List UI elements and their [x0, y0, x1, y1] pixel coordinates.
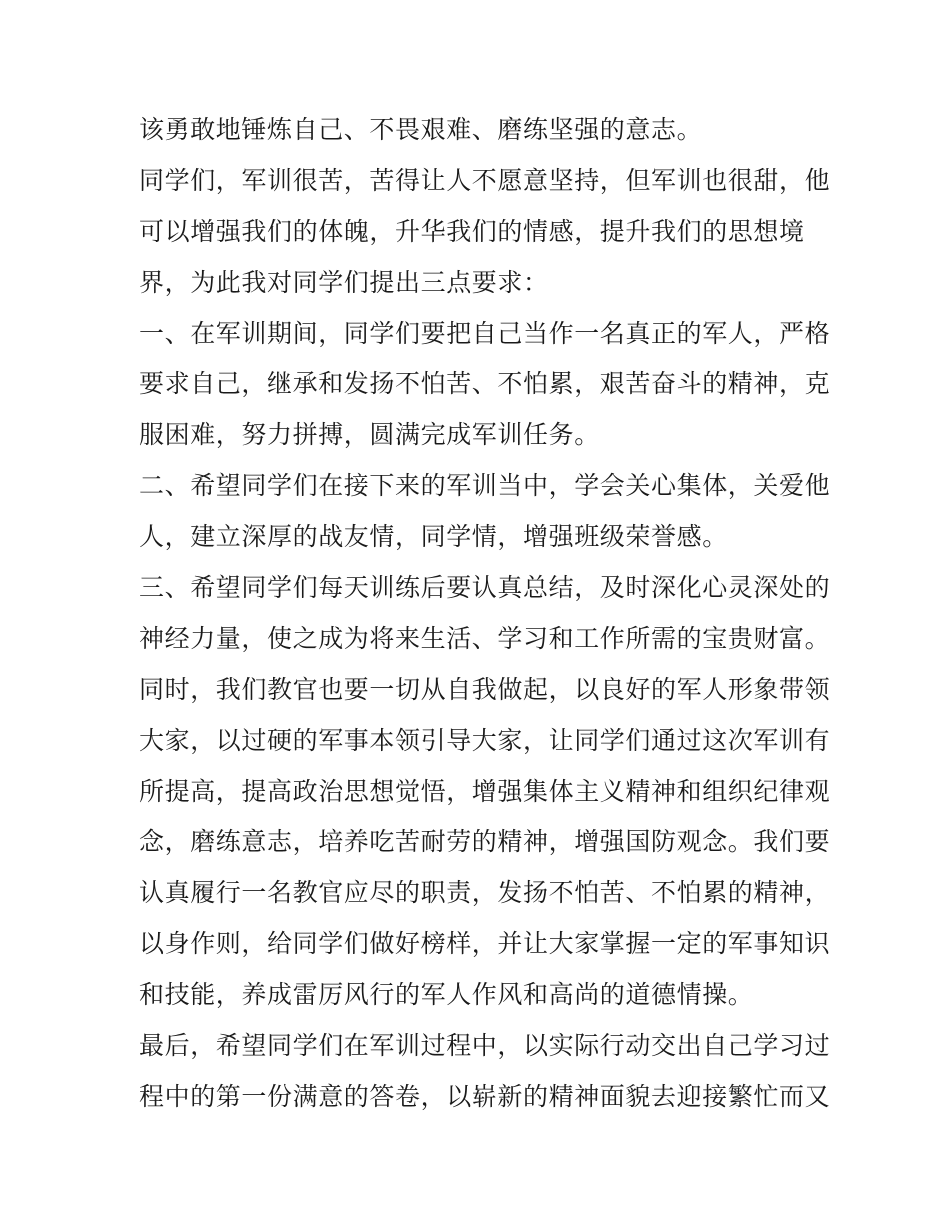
text-line: 以身作则，给同学们做好榜样，并让大家掌握一定的军事知识	[139, 929, 831, 959]
text-line: 所提高，提高政治思想觉悟，增强集体主义精神和组织纪律观	[139, 776, 831, 806]
text-line: 念，磨练意志，培养吃苦耐劳的精神，增强国防观念。我们要	[139, 827, 831, 857]
text-line: 要求自己，继承和发扬不怕苦、不怕累，艰苦奋斗的精神，克	[139, 369, 831, 399]
text-line: 一、在军训期间，同学们要把自己当作一名真正的军人，严格	[139, 318, 831, 348]
text-line: 和技能，养成雷厉风行的军人作风和高尚的道德情操。	[139, 980, 754, 1010]
text-line: 二、希望同学们在接下来的军训当中，学会关心集体，关爱他	[139, 471, 831, 501]
text-line: 该勇敢地锤炼自己、不畏艰难、磨练坚强的意志。	[139, 115, 703, 144]
text-line: 三、希望同学们每天训练后要认真总结，及时深化心灵深处的	[139, 573, 831, 603]
text-line: 程中的第一份满意的答卷，以崭新的精神面貌去迎接繁忙而又	[139, 1081, 831, 1111]
document-body	[139, 105, 831, 1123]
text-line: 可以增强我们的体魄，升华我们的情感，提升我们的思想境	[139, 216, 805, 246]
text-line: 认真履行一名教官应尽的职责，发扬不怕苦、不怕累的精神，	[139, 878, 831, 908]
text-line: 人，建立深厚的战友情，同学情，增强班级荣誉感。	[139, 522, 728, 552]
text-line: 服困难，努力拼搏，圆满完成军训任务。	[139, 420, 600, 450]
text-line: 大家，以过硬的军事本领引导大家，让同学们通过这次军训有	[139, 725, 831, 755]
text-line: 最后，希望同学们在军训过程中，以实际行动交出自己学习过	[139, 1031, 831, 1061]
text-line: 神经力量，使之成为将来生活、学习和工作所需的宝贵财富。	[139, 623, 831, 653]
text-line: 同时，我们教官也要一切从自我做起，以良好的军人形象带领	[139, 674, 831, 704]
text-line: 界，为此我对同学们提出三点要求：	[139, 267, 549, 297]
text-line: 同学们，军训很苦，苦得让人不愿意坚持，但军训也很甜，他	[139, 165, 831, 195]
